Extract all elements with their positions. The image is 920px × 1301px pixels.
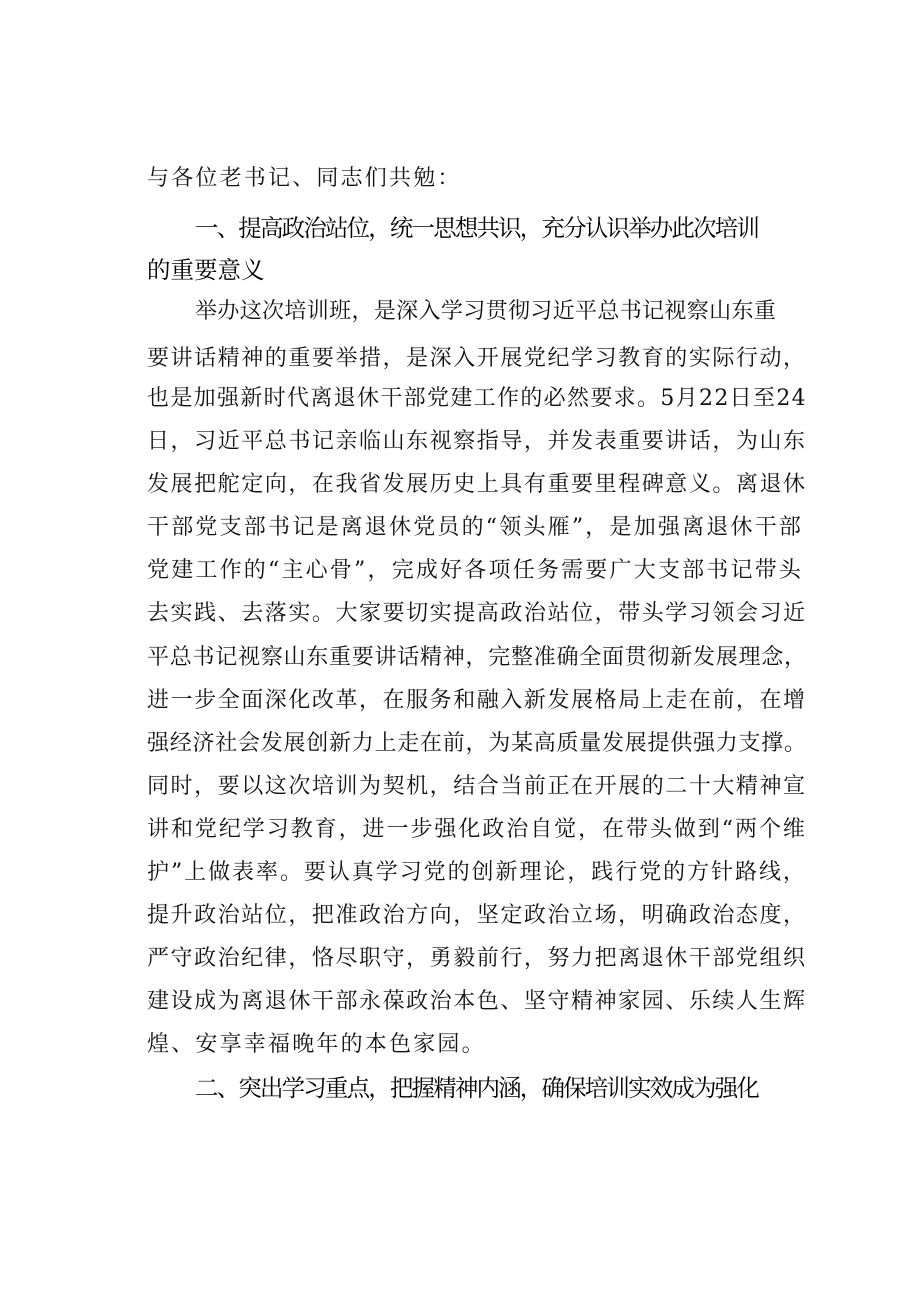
paragraph-line: 发展把舵定向，在我省发展历史上具有重要里程碑意义。离退休 [147, 472, 807, 497]
paragraph-line: 强经济社会发展创新力上走在前，为某高质量发展提供强力支撑。 [147, 731, 807, 756]
opening-line: 与各位老书记、同志们共勉： [147, 166, 462, 191]
paragraph-line: 党建工作的“主心骨”，完成好各项任务需要广大支部书记带头 [147, 558, 804, 583]
section-2-heading-line-1: 二、突出学习重点，把握精神内涵，确保培训实效成为强化 [195, 1074, 758, 1102]
paragraph-line: 讲和党纪学习教育，进一步强化政治自觉，在带头做到“两个维 [147, 817, 807, 842]
paragraph-line: 建设成为离退休干部永葆政治本色、坚守精神家园、乐续人生辉 [147, 989, 807, 1014]
paragraph-line: 提升政治站位，把准政治方向，坚定政治立场，明确政治态度， [147, 903, 807, 928]
paragraph-line: 去实践、去落实。大家要切实提高政治站位，带头学习领会习近 [147, 601, 807, 626]
section-1-heading-line-1: 一、提高政治站位，统一思想共识，充分认识举办此次培训 [195, 214, 758, 242]
paragraph-line: 要讲话精神的重要举措，是深入开展党纪学习教育的实际行动， [147, 346, 807, 371]
paragraph-line: 举办这次培训班，是深入学习贯彻习近平总书记视察山东重 [195, 299, 777, 324]
section-1-heading-line-2: 的重要意义 [147, 256, 265, 284]
paragraph-line: 平总书记视察山东重要讲话精神，完整准确全面贯彻新发展理念， [147, 645, 807, 670]
paragraph-line: 煌、安享幸福晚年的本色家园。 [147, 1032, 486, 1057]
paragraph-line: 也是加强新时代离退休干部党建工作的必然要求。5月22日至24 [147, 386, 807, 411]
paragraph-line: 日，习近平总书记亲临山东视察指导，并发表重要讲话，为山东 [147, 429, 807, 454]
paragraph-line: 进一步全面深化改革，在服务和融入新发展格局上走在前，在增 [147, 688, 807, 713]
paragraph-line: 同时，要以这次培训为契机，结合当前正在开展的二十大精神宣 [147, 774, 807, 799]
paragraph-line: 严守政治纪律，恪尽职守，勇毅前行，努力把离退休干部党组织 [147, 946, 807, 971]
paragraph-line: 护”上做表率。要认真学习党的创新理论，践行党的方针路线， [147, 860, 807, 885]
paragraph-line: 干部党支部书记是离退休党员的“领头雁”，是加强离退休干部 [147, 515, 804, 540]
